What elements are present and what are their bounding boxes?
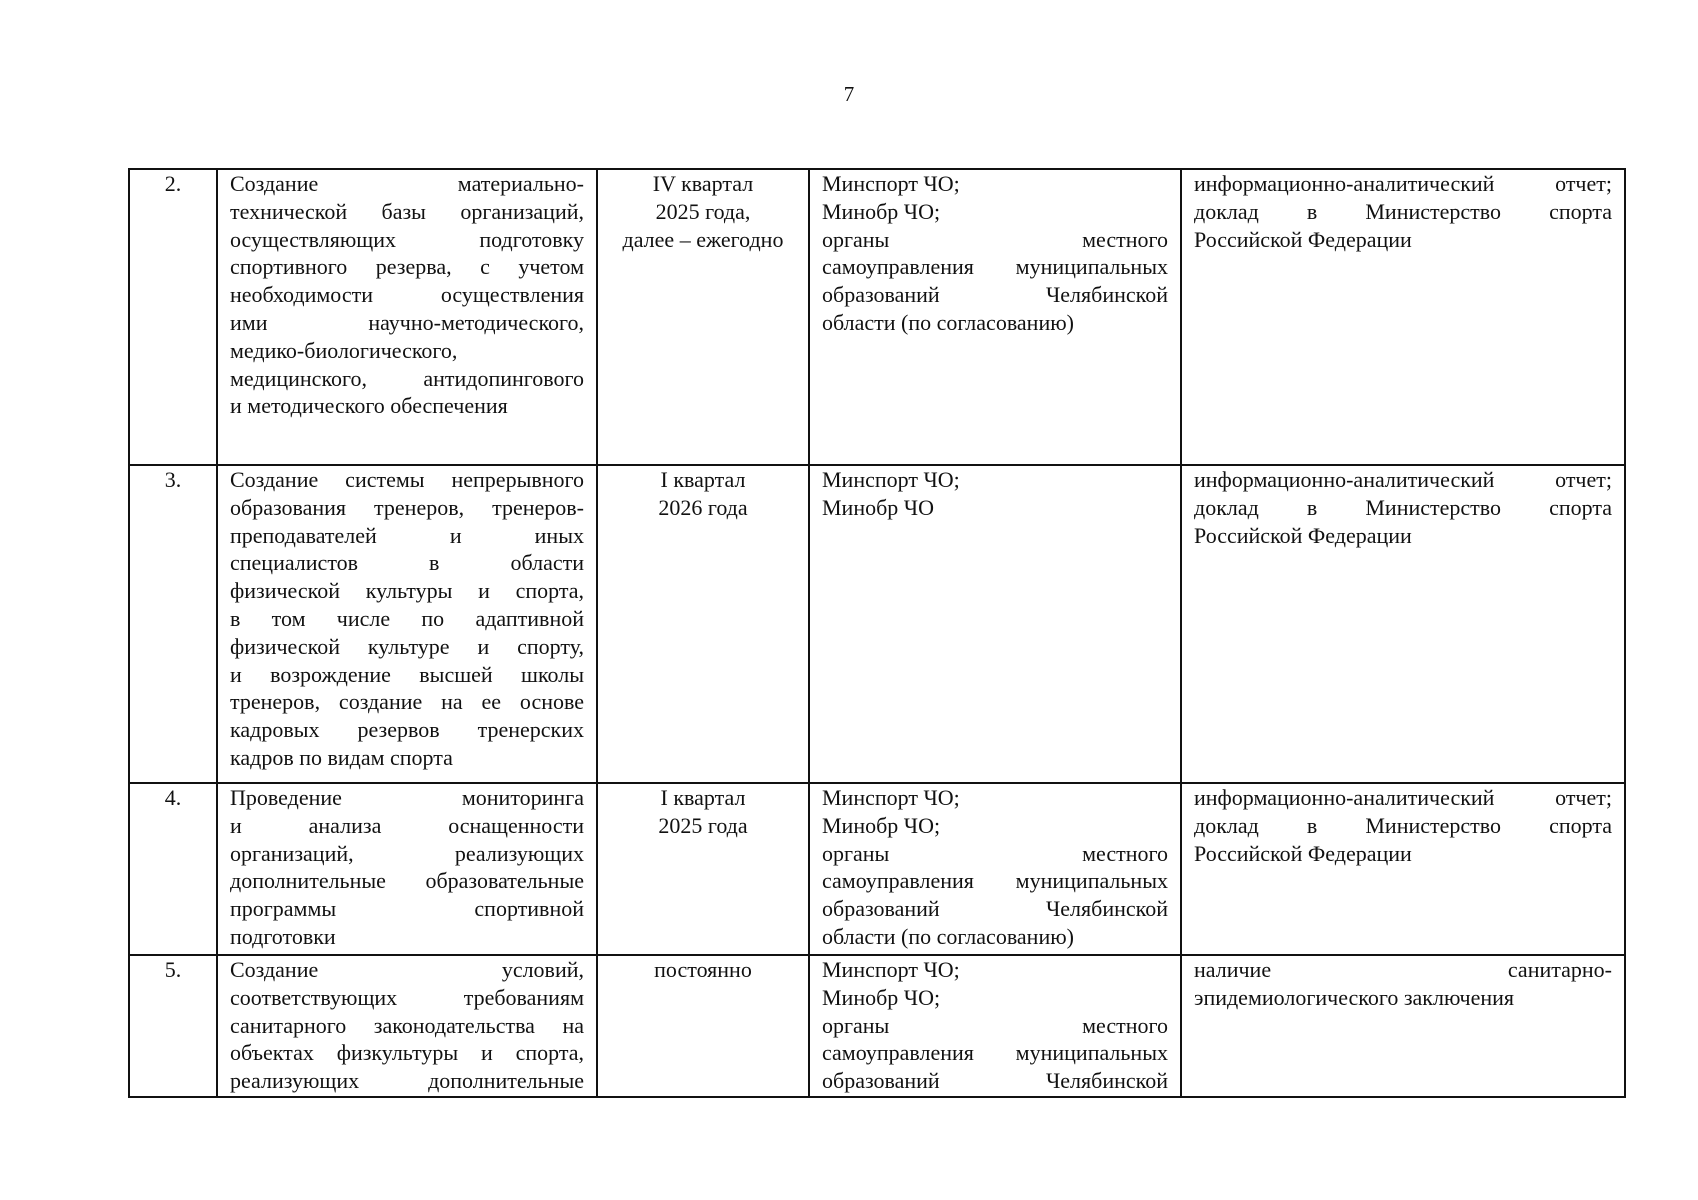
table-row (129, 465, 1625, 783)
responsible-line: органы местного (822, 226, 1168, 252)
responsible-line: Минспорт ЧО; (822, 785, 960, 810)
term-line: I квартал (660, 467, 746, 492)
table-row (129, 783, 1625, 955)
activity-cell (217, 955, 597, 1097)
term-cell (597, 465, 809, 783)
activity-line: Создание системы непрерывного (230, 467, 584, 492)
responsible-line: Минобр ЧО; (822, 984, 941, 1010)
activity-line: и методического обеспечения (230, 393, 508, 419)
activity-cell (217, 783, 597, 955)
activity-line: Создание материально- (230, 171, 584, 196)
activity-line: спортивного резерва, с учетом (230, 254, 584, 280)
activity-line: реализующих дополнительные (230, 1068, 584, 1094)
row-number: 4. (129, 783, 217, 955)
responsible-cell (809, 783, 1181, 955)
term-cell (597, 955, 809, 1097)
result-cell (1181, 783, 1625, 955)
activity-line: ими научно-методического, (230, 309, 584, 335)
activity-line: организаций, реализующих (230, 840, 584, 866)
result-line: Российской Федерации (1194, 522, 1412, 548)
result-line: информационно-аналитический отчет; (1194, 785, 1612, 810)
activity-line: специалистов в области (230, 550, 584, 576)
result-line: информационно-аналитический отчет; (1194, 467, 1612, 492)
table-row (129, 955, 1625, 1097)
result-line: Российской Федерации (1194, 840, 1412, 866)
activity-line: программы спортивной (230, 896, 584, 922)
activity-line: Проведение мониторинга (230, 785, 584, 810)
responsible-line: самоуправления муниципальных (822, 868, 1168, 894)
result-line: эпидемиологического заключения (1194, 984, 1515, 1010)
responsible-line: Минобр ЧО; (822, 198, 941, 224)
term-line: постоянно (654, 957, 752, 982)
result-line: доклад в Министерство спорта (1194, 198, 1612, 224)
activity-line: санитарного законодательства на (230, 1012, 584, 1038)
responsible-line: самоуправления муниципальных (822, 1040, 1168, 1066)
term-cell (597, 783, 809, 955)
responsible-line: Минспорт ЧО; (822, 957, 960, 982)
activity-cell (217, 465, 597, 783)
activity-line: и возрождение высшей школы (230, 661, 584, 687)
responsible-line: образований Челябинской (822, 282, 1168, 308)
result-cell (1181, 169, 1625, 465)
activity-line: преподавателей и иных (230, 522, 584, 548)
activity-line: образования тренеров, тренеров- (230, 494, 584, 520)
activity-line: соответствующих требованиям (230, 984, 584, 1010)
term-line: IV квартал (652, 171, 754, 196)
responsible-line: Минспорт ЧО; (822, 467, 960, 492)
result-line: доклад в Министерство спорта (1194, 812, 1612, 838)
table-row (129, 169, 1625, 465)
responsible-line: образований Челябинской (822, 896, 1168, 922)
activity-cell (217, 169, 597, 465)
responsible-line: Минобр ЧО; (822, 812, 941, 838)
responsible-cell (809, 465, 1181, 783)
result-line: доклад в Министерство спорта (1194, 494, 1612, 520)
responsible-line: органы местного (822, 840, 1168, 866)
activity-line: тренеров, создание на ее основе (230, 689, 584, 715)
term-line: I квартал (660, 785, 746, 810)
result-cell (1181, 955, 1625, 1097)
result-cell (1181, 465, 1625, 783)
activity-line: и анализа оснащенности (230, 812, 584, 838)
measures-table (128, 168, 1626, 1098)
term-line: 2026 года (658, 494, 748, 520)
responsible-line: образований Челябинской (822, 1068, 1168, 1094)
row-number: 3. (129, 465, 217, 783)
result-line: Российской Федерации (1194, 226, 1412, 252)
activity-line: медико-биологического, (230, 337, 458, 363)
responsible-line: Минобр ЧО (822, 494, 934, 520)
activity-line: медицинского, антидопингового (230, 365, 584, 391)
activity-line: дополнительные образовательные (230, 868, 584, 894)
page-number: 7 (843, 82, 855, 106)
activity-line: Создание условий, (230, 957, 584, 982)
activity-line: технической базы организаций, (230, 198, 584, 224)
result-line: информационно-аналитический отчет; (1194, 171, 1612, 196)
activity-line: осуществляющих подготовку (230, 226, 584, 252)
row-number: 5. (129, 955, 217, 1097)
activity-line: объектах физкультуры и спорта, (230, 1040, 584, 1066)
responsible-line: области (по согласованию) (822, 923, 1074, 949)
responsible-line: самоуправления муниципальных (822, 254, 1168, 280)
result-line: наличие санитарно- (1194, 957, 1612, 982)
activity-line: подготовки (230, 923, 336, 949)
responsible-cell (809, 169, 1181, 465)
activity-line: в том числе по адаптивной (230, 605, 584, 631)
activity-line: физической культуре и спорту, (230, 633, 584, 659)
activity-line: кадров по видам спорта (230, 744, 453, 770)
row-number: 2. (129, 169, 217, 465)
activity-line: физической культуры и спорта, (230, 578, 584, 604)
activity-line: необходимости осуществления (230, 282, 584, 308)
activity-line: кадровых резервов тренерских (230, 717, 584, 743)
responsible-line: Минспорт ЧО; (822, 171, 960, 196)
term-cell (597, 169, 809, 465)
term-line: далее – ежегодно (622, 226, 784, 252)
term-line: 2025 года (658, 812, 748, 838)
responsible-line: органы местного (822, 1012, 1168, 1038)
responsible-cell (809, 955, 1181, 1097)
term-line: 2025 года, (655, 198, 751, 224)
responsible-line: области (по согласованию) (822, 309, 1074, 335)
